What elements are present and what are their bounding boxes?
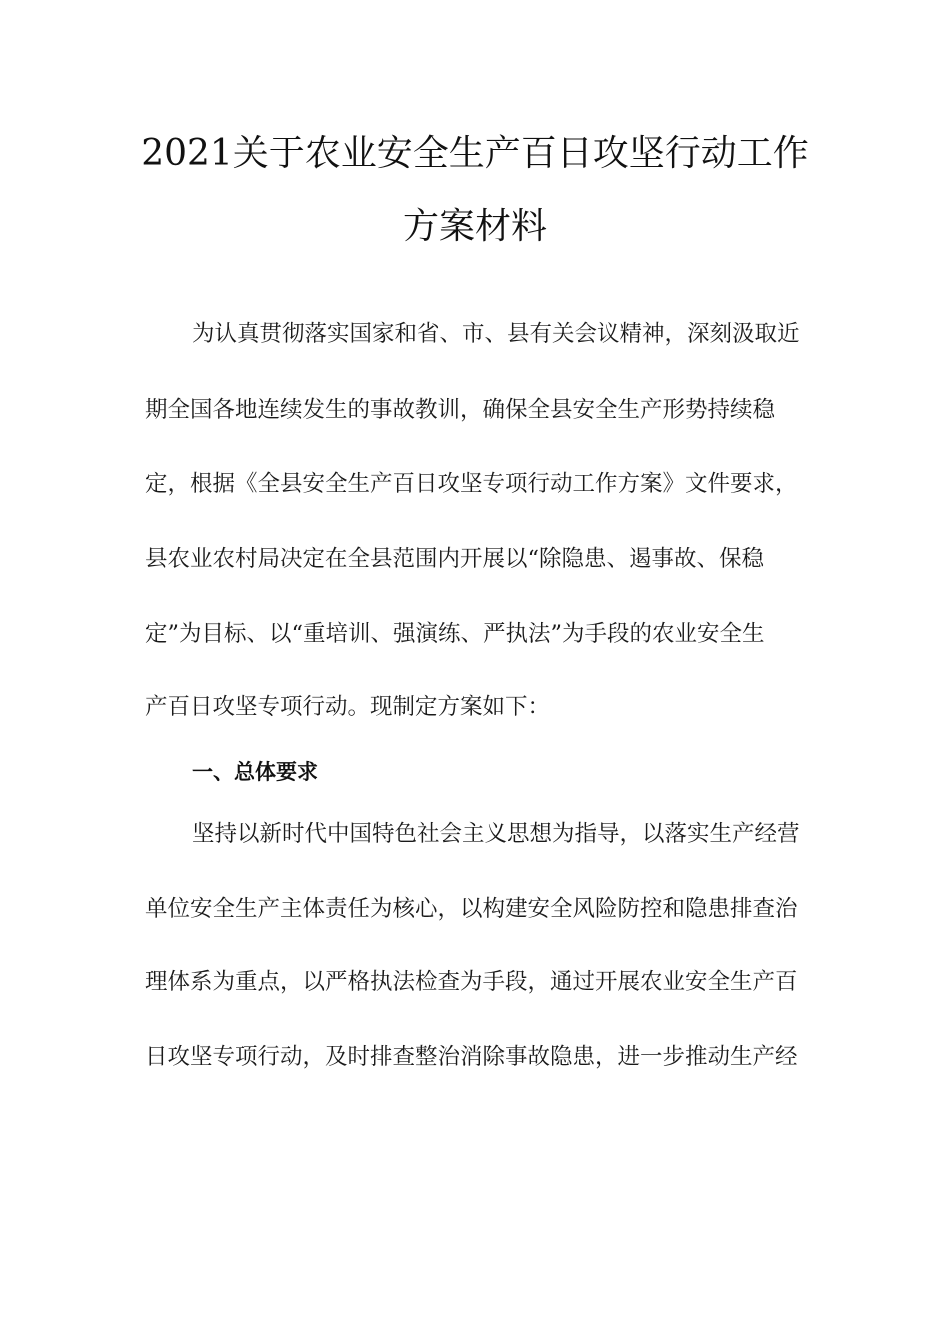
paragraph-2-line-3: 理体系为重点，以严格执法检查为手段，通过开展农业安全生产百: [145, 969, 798, 995]
document-title-line-2: 方案材料: [402, 206, 547, 247]
paragraph-1-line-1: 为认真贯彻落实国家和省、市、县有关会议精神，深刻汲取近: [192, 321, 800, 347]
paragraph-1-line-6: 产百日攻坚专项行动。现制定方案如下：: [145, 694, 551, 720]
paragraph-1-line-3: 定，根据《全县安全生产百日攻坚专项行动工作方案》文件要求，: [145, 471, 798, 497]
paragraph-2-line-4: 日攻坚专项行动，及时排查整治消除事故隐患，进一步推动生产经: [145, 1044, 798, 1070]
paragraph-2-line-2: 单位安全生产主体责任为核心，以构建安全风险防控和隐患排查治: [145, 896, 798, 922]
paragraph-1-line-5: 定”为目标、以“重培训、强演练、严执法”为手段的农业安全生: [145, 621, 765, 647]
paragraph-1-line-4: 县农业农村局决定在全县范围内开展以“除隐患、遏事故、保稳: [145, 546, 765, 572]
section-1-heading: 一、总体要求: [192, 760, 318, 784]
paragraph-1-line-2: 期全国各地连续发生的事故教训，确保全县安全生产形势持续稳: [145, 397, 776, 423]
document-title-line-1: 2021关于农业安全生产百日攻坚行动工作: [141, 133, 809, 174]
paragraph-2-line-1: 坚持以新时代中国特色社会主义思想为指导，以落实生产经营: [192, 821, 800, 847]
